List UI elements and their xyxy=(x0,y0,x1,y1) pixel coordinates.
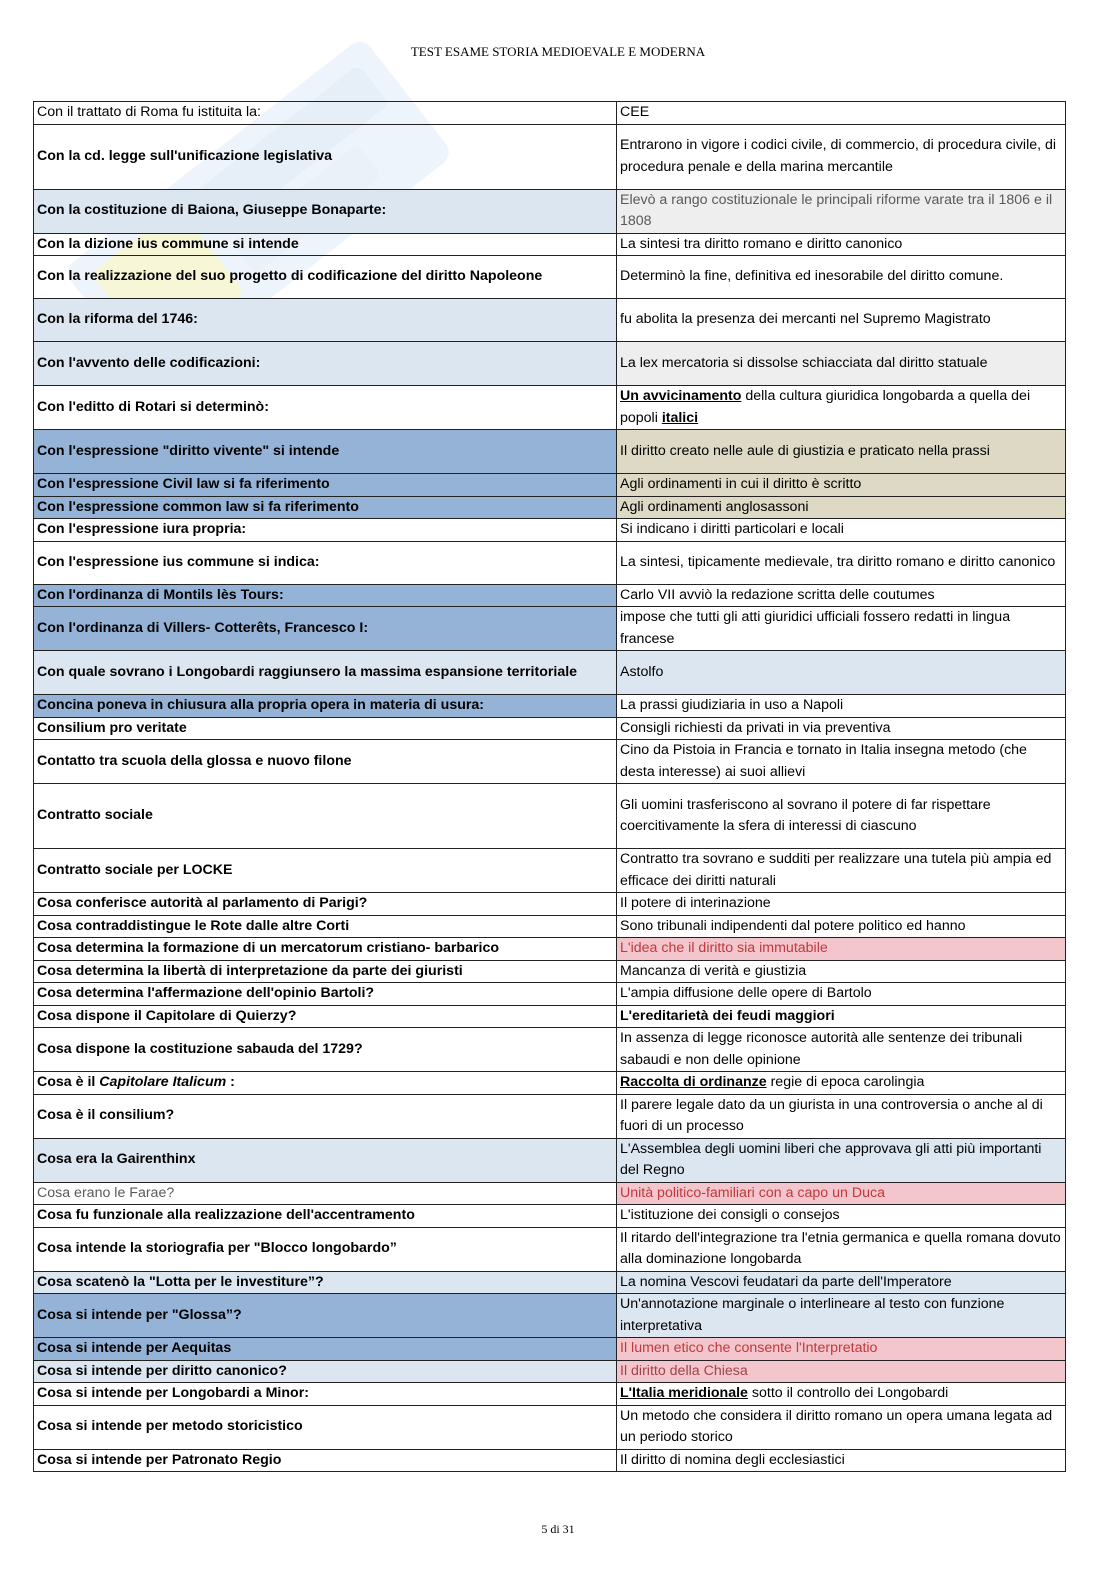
table-row xyxy=(34,233,1066,256)
question-cell: Con la costituzione di Baiona, Giuseppe Bonaparte: xyxy=(34,189,617,233)
answer-cell: Mancanza di verità e giustizia xyxy=(617,960,1066,983)
answer-cell: Contratto tra sovrano e sudditi per realizzare una tutela più ampia ed efficace dei diritti naturali xyxy=(617,849,1066,893)
answer-emphasis: italici xyxy=(661,409,699,426)
answer-cell: Il diritto creato nelle aule di giustizia e praticato nella prassi xyxy=(617,430,1066,474)
answer-cell: Sono tribunali indipendenti dal potere politico ed hanno xyxy=(617,915,1066,938)
table-row xyxy=(34,1294,1066,1338)
question-cell: Cosa intende la storiografia per "Blocco longobardo” xyxy=(34,1227,617,1271)
table-row xyxy=(34,695,1066,718)
question-cell: Con quale sovrano i Longobardi raggiunsero la massima espansione territoriale xyxy=(34,651,617,695)
answer-cell: Il ritardo dell'integrazione tra l'etnia germanica e quella romana dovuto alla dominazione longobarda xyxy=(617,1227,1066,1271)
answer-cell: L'istituzione dei consigli o consejos xyxy=(617,1205,1066,1228)
answer-cell xyxy=(617,386,1066,430)
answer-cell: Entrarono in vigore i codici civile, di commercio, di procedura civile, di procedura penale e della marina mercantile xyxy=(617,124,1066,189)
table-row xyxy=(34,430,1066,474)
question-cell: Cosa scatenò la "Lotta per le investiture”? xyxy=(34,1271,617,1294)
answer-cell: Cino da Pistoia in Francia e tornato in Italia insegna metodo (che desta interesse) ai suoi allievi xyxy=(617,740,1066,784)
table-row xyxy=(34,1449,1066,1472)
table-row xyxy=(34,915,1066,938)
question-cell: Con l'espressione Civil law si fa riferimento xyxy=(34,474,617,497)
answer-emphasis: L'Italia meridionale xyxy=(620,1385,748,1401)
answer-cell: La sintesi tra diritto romano e diritto canonico xyxy=(617,233,1066,256)
table-row xyxy=(34,541,1066,584)
table-row xyxy=(34,519,1066,542)
table-row xyxy=(34,1072,1066,1095)
answer-cell: Elevò a rango costituzionale le principali riforme varate tra il 1806 e il 1808 xyxy=(617,189,1066,233)
question-cell: Con la realizzazione del suo progetto di codificazione del diritto Napoleone xyxy=(34,256,617,299)
answer-cell: Il lumen etico che consente l'Interpretatio xyxy=(617,1338,1066,1361)
answer-emphasis: Raccolta di ordinanze xyxy=(620,1074,767,1090)
question-cell: Cosa era la Gairenthinx xyxy=(34,1138,617,1182)
answer-cell: La nomina Vescovi feudatari da parte dell'Imperatore xyxy=(617,1271,1066,1294)
page-header: TEST ESAME STORIA MEDIOEVALE E MODERNA xyxy=(410,44,706,59)
answer-cell: Un'annotazione marginale o interlineare al testo con funzione interpretativa xyxy=(617,1294,1066,1338)
table-row xyxy=(34,1094,1066,1138)
table-row xyxy=(34,124,1066,189)
question-cell: Contratto sociale per LOCKE xyxy=(34,849,617,893)
answer-cell: Astolfo xyxy=(617,651,1066,695)
question-cell: Con la dizione ius commune si intende xyxy=(34,233,617,256)
table-row xyxy=(34,938,1066,961)
table-row xyxy=(34,474,1066,497)
question-cell xyxy=(34,1072,617,1095)
table-row xyxy=(34,893,1066,916)
answer-cell: L'ampia diffusione delle opere di Bartolo xyxy=(617,983,1066,1006)
table-row xyxy=(34,651,1066,695)
table-row xyxy=(34,496,1066,519)
answer-cell: Gli uomini trasferiscono al sovrano il potere di far rispettare coercitivamente la sfera di interessi di ciascuno xyxy=(617,784,1066,849)
answer-cell: Si indicano i diritti particolari e locali xyxy=(617,519,1066,542)
table-row xyxy=(34,740,1066,784)
qa-table xyxy=(33,101,1066,1472)
answer-text: regie di epoca carolingia xyxy=(766,1074,925,1090)
table-row xyxy=(34,607,1066,651)
question-text: Cosa è il xyxy=(37,1074,100,1090)
answer-cell: Agli ordinamenti anglosassoni xyxy=(617,496,1066,519)
table-row xyxy=(34,849,1066,893)
answer-cell: Il diritto di nomina degli ecclesiastici xyxy=(617,1449,1066,1472)
answer-cell: impose che tutti gli atti giuridici ufficiali fossero redatti in lingua francese xyxy=(617,607,1066,651)
answer-cell: Il diritto della Chiesa xyxy=(617,1360,1066,1383)
answer-cell: Il potere di interinazione xyxy=(617,893,1066,916)
table-row xyxy=(34,1138,1066,1182)
table-row xyxy=(34,960,1066,983)
question-cell: Con il trattato di Roma fu istituita la: xyxy=(34,102,617,125)
question-cell: Cosa conferisce autorità al parlamento di Parigi? xyxy=(34,893,617,916)
answer-cell: L'ereditarietà dei feudi maggiori xyxy=(617,1005,1066,1028)
answer-cell: L'idea che il diritto sia immutabile xyxy=(617,938,1066,961)
answer-text: della cultura giuridica longobarda a quella dei popoli xyxy=(620,388,1031,426)
question-cell: Cosa si intende per Patronato Regio xyxy=(34,1449,617,1472)
answer-cell: Consigli richiesti da privati in via preventiva xyxy=(617,717,1066,740)
answer-cell: La prassi giudiziaria in uso a Napoli xyxy=(617,695,1066,718)
question-cell: Con la cd. legge sull'unificazione legislativa xyxy=(34,124,617,189)
table-row xyxy=(34,584,1066,607)
table-row xyxy=(34,1028,1066,1072)
question-cell: Cosa dispone la costituzione sabauda del 1729? xyxy=(34,1028,617,1072)
page-number: 5 di 31 xyxy=(541,1522,575,1536)
answer-cell: Unità politico-familiari con a capo un Duca xyxy=(617,1182,1066,1205)
answer-cell: Un metodo che considera il diritto romano un opera umana legata ad un periodo storico xyxy=(617,1405,1066,1449)
answer-cell: Il parere legale dato da un giurista in una controversia o anche al di fuori di un processo xyxy=(617,1094,1066,1138)
answer-cell xyxy=(617,1072,1066,1095)
table-row xyxy=(34,1405,1066,1449)
question-cell: Con l'ordinanza di Villers- Cotterêts, Francesco I: xyxy=(34,607,617,651)
table-row xyxy=(34,1271,1066,1294)
question-cell: Con l'espressione common law si fa riferimento xyxy=(34,496,617,519)
answer-cell: La lex mercatoria si dissolse schiacciata dal diritto statuale xyxy=(617,342,1066,386)
answer-cell xyxy=(617,1383,1066,1406)
answer-text: sotto il controllo dei Longobardi xyxy=(747,1385,949,1401)
question-cell: Contatto tra scuola della glossa e nuovo filone xyxy=(34,740,617,784)
question-cell: Con l'espressione iura propria: xyxy=(34,519,617,542)
question-cell: Cosa è il consilium? xyxy=(34,1094,617,1138)
answer-cell: La sintesi, tipicamente medievale, tra diritto romano e diritto canonico xyxy=(617,541,1066,584)
question-cell: Contratto sociale xyxy=(34,784,617,849)
table-row xyxy=(34,1182,1066,1205)
table-row xyxy=(34,256,1066,299)
question-cell: Con la riforma del 1746: xyxy=(34,299,617,342)
question-cell: Consilium pro veritate xyxy=(34,717,617,740)
answer-cell: fu abolita la presenza dei mercanti nel Supremo Magistrato xyxy=(617,299,1066,342)
table-row xyxy=(34,1005,1066,1028)
table-row xyxy=(34,299,1066,342)
table-row xyxy=(34,1227,1066,1271)
question-cell: Cosa determina la libertà di interpretazione da parte dei giuristi xyxy=(34,960,617,983)
table-row xyxy=(34,102,1066,125)
question-cell: Con l'ordinanza di Montils lès Tours: xyxy=(34,584,617,607)
answer-cell: CEE xyxy=(617,102,1066,125)
question-cell: Con l'avvento delle codificazioni: xyxy=(34,342,617,386)
question-cell: Cosa determina l'affermazione dell'opinio Bartoli? xyxy=(34,983,617,1006)
question-cell: Con l'editto di Rotari si determinò: xyxy=(34,386,617,430)
answer-cell: L'Assemblea degli uomini liberi che approvava gli atti più importanti del Regno xyxy=(617,1138,1066,1182)
question-cell: Cosa determina la formazione di un mercatorum cristiano- barbarico xyxy=(34,938,617,961)
table-row xyxy=(34,1205,1066,1228)
table-row xyxy=(34,983,1066,1006)
answer-emphasis: Un avvicinamento xyxy=(620,388,742,404)
answer-cell: Carlo VII avviò la redazione scritta delle coutumes xyxy=(617,584,1066,607)
table-row xyxy=(34,1338,1066,1361)
answer-cell: Determinò la fine, definitiva ed inesorabile del diritto comune. xyxy=(617,256,1066,299)
table-row xyxy=(34,784,1066,849)
question-cell: Cosa si intende per metodo storicistico xyxy=(34,1405,617,1449)
question-cell: Cosa fu funzionale alla realizzazione dell'accentramento xyxy=(34,1205,617,1228)
table-row xyxy=(34,1360,1066,1383)
answer-cell: In assenza di legge riconosce autorità alle sentenze dei tribunali sabaudi e non delle opinione xyxy=(617,1028,1066,1072)
question-text: : xyxy=(226,1074,235,1090)
answer-cell: Agli ordinamenti in cui il diritto è scritto xyxy=(617,474,1066,497)
question-cell: Con l'espressione ius commune si indica: xyxy=(34,541,617,584)
question-cell: Cosa si intende per Aequitas xyxy=(34,1338,617,1361)
question-cell: Cosa si intende per "Glossa”? xyxy=(34,1294,617,1338)
table-row xyxy=(34,1383,1066,1406)
question-cell: Cosa si intende per diritto canonico? xyxy=(34,1360,617,1383)
question-cell: Con l'espressione "diritto vivente" si intende xyxy=(34,430,617,474)
question-cell: Cosa erano le Farae? xyxy=(34,1182,617,1205)
table-row xyxy=(34,189,1066,233)
table-row xyxy=(34,342,1066,386)
table-row xyxy=(34,386,1066,430)
question-cell: Cosa dispone il Capitolare di Quierzy? xyxy=(34,1005,617,1028)
table-row xyxy=(34,717,1066,740)
question-cell: Cosa contraddistingue le Rote dalle altre Corti xyxy=(34,915,617,938)
question-cell: Concina poneva in chiusura alla propria opera in materia di usura: xyxy=(34,695,617,718)
question-emphasis: Capitolare Italicum xyxy=(99,1074,227,1090)
question-cell: Cosa si intende per Longobardi a Minor: xyxy=(34,1383,617,1406)
